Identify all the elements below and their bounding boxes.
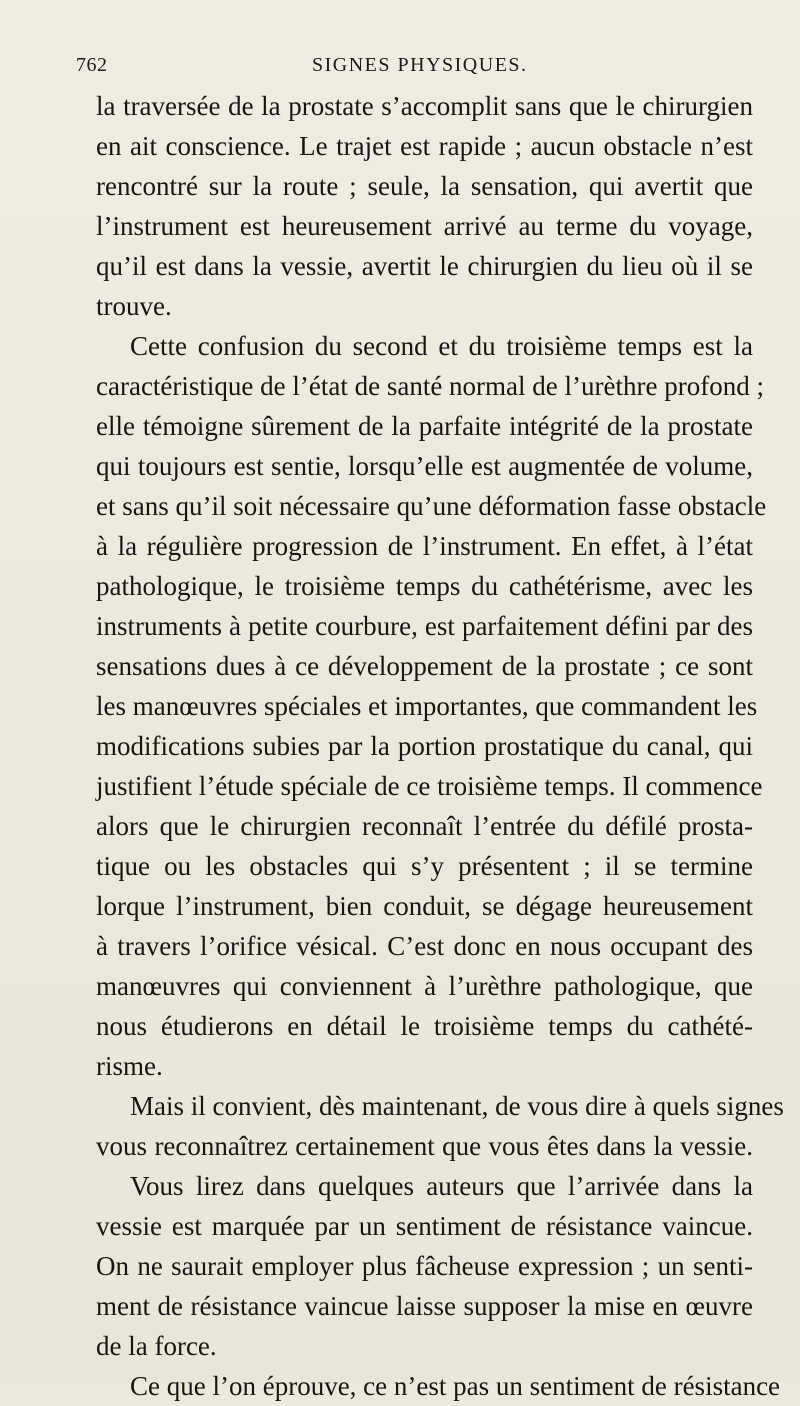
text-line: les manœuvres spéciales et importantes, que commandent les — [96, 691, 758, 721]
running-head: SIGNES PHYSIQUES. — [312, 54, 528, 76]
text-line: risme. — [96, 1051, 163, 1081]
text-line: Vous lirez dans quelques auteurs que l’arrivée dans la — [130, 1171, 753, 1201]
text-line: ment de résistance vaincue laisse supposer la mise en œuvre — [96, 1291, 753, 1321]
text-line: trouve. — [96, 291, 172, 321]
page-number: 762 — [76, 54, 108, 76]
text-line: On ne saurait employer plus fâcheuse expression ; un senti- — [96, 1251, 753, 1281]
text-line: rencontré sur la route ; seule, la sensation, qui avertit que — [96, 171, 753, 201]
text-line: qui toujours est sentie, lorsqu’elle est augmentée de volume, — [96, 451, 753, 481]
text-line: l’instrument est heureusement arrivé au terme du voyage, — [96, 211, 753, 241]
text-line: la traversée de la prostate s’accomplit sans que le chirurgien — [96, 91, 753, 121]
text-line: nous étudierons en détail le troisième temps du cathété- — [96, 1011, 753, 1041]
text-line: manœuvres qui conviennent à l’urèthre pathologique, que — [96, 971, 753, 1001]
text-line: lorque l’instrument, bien conduit, se dégage heureusement — [96, 891, 753, 921]
text-line: qu’il est dans la vessie, avertit le chirurgien du lieu où il se — [96, 251, 753, 281]
text-line: tique ou les obstacles qui s’y présentent ; il se termine — [96, 851, 753, 881]
text-line: sensations dues à ce développement de la prostate ; ce sont — [96, 651, 753, 681]
text-line: vous reconnaîtrez certainement que vous êtes dans la vessie. — [96, 1131, 753, 1161]
text-line: de la force. — [96, 1331, 217, 1361]
text-line: à travers l’orifice vésical. C’est donc en nous occupant des — [96, 931, 753, 961]
text-line: caractéristique de l’état de santé normal de l’urèthre profond ; — [96, 371, 764, 401]
text-line: elle témoigne sûrement de la parfaite intégrité de la prostate — [96, 411, 753, 441]
text-line: justifient l’étude spéciale de ce troisième temps. Il commence — [96, 771, 763, 801]
text-line: Mais il convient, dès maintenant, de vous dire à quels signes — [130, 1091, 784, 1121]
text-line: à la régulière progression de l’instrument. En effet, à l’état — [96, 531, 753, 561]
text-line: en ait conscience. Le trajet est rapide ; aucun obstacle n’est — [96, 131, 753, 161]
text-line: Ce que l’on éprouve, ce n’est pas un sentiment de résistance — [130, 1371, 781, 1401]
text-line: vessie est marquée par un sentiment de résistance vaincue. — [96, 1211, 753, 1241]
text-line: alors que le chirurgien reconnaît l’entrée du défilé prosta- — [96, 811, 753, 841]
text-line: modifications subies par la portion prostatique du canal, qui — [96, 731, 753, 761]
page-header — [76, 54, 756, 84]
text-line: Cette confusion du second et du troisième temps est la — [130, 331, 753, 361]
text-line: pathologique, le troisième temps du cathétérisme, avec les — [96, 571, 753, 601]
text-line: instruments à petite courbure, est parfaitement défini par des — [96, 611, 753, 641]
text-line: et sans qu’il soit nécessaire qu’une déformation fasse obstacle — [96, 491, 767, 521]
